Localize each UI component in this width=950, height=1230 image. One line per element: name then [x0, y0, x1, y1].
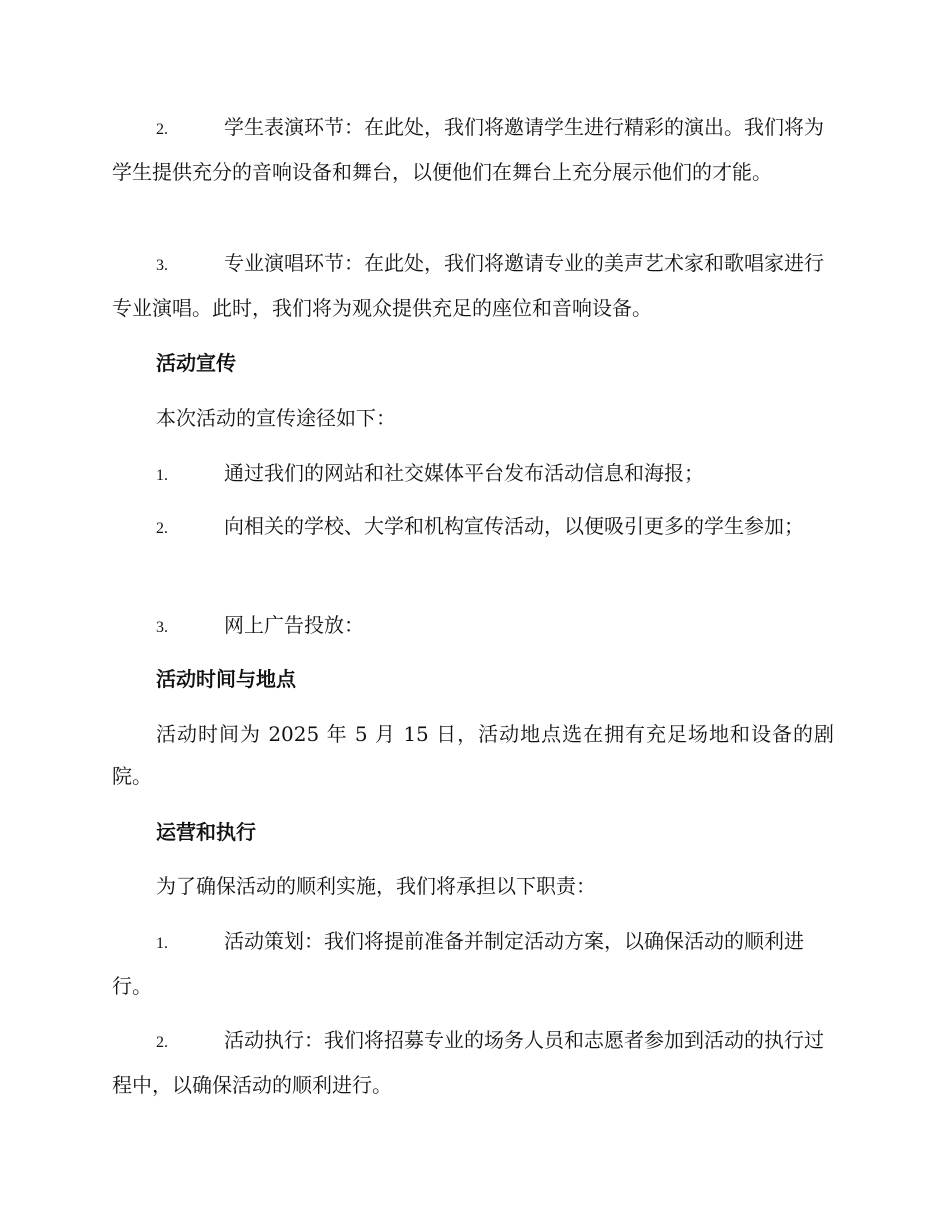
list-item-text: 活动执行：我们将招募专业的场务人员和志愿者参加到活动的执行过程中，以确保活动的顺利进行。: [112, 1028, 824, 1097]
list-item-text: 活动策划：我们将提前准备并制定活动方案，以确保活动的顺利进行。: [112, 929, 804, 998]
list-item: [112, 106, 834, 193]
list-item-text: 向相关的学校、大学和机构宣传活动，以便吸引更多的学生参加；: [224, 514, 804, 538]
list-number: 2.: [156, 121, 168, 138]
list-item-text: 专业演唱环节：在此处，我们将邀请专业的美声艺术家和歌唱家进行专业演唱。此时，我们将为观众提供充足的座位和音响设备。: [112, 251, 824, 320]
list-number: 1.: [156, 467, 168, 484]
list-item: [112, 604, 834, 649]
list-number: 3.: [156, 619, 168, 636]
list-item-text: 通过我们的网站和社交媒体平台发布活动信息和海报；: [224, 461, 704, 485]
list-number: 1.: [156, 935, 168, 952]
list-number: 2.: [156, 520, 168, 537]
promotion-intro: 本次活动的宣传途径如下：: [156, 406, 396, 430]
section-heading-promotion: 活动宣传: [156, 351, 236, 375]
list-item: [112, 920, 834, 1007]
list-item-text: 学生表演环节：在此处，我们将邀请学生进行精彩的演出。我们将为学生提供充分的音响设备和舞台，以便他们在舞台上充分展示他们的才能。: [112, 115, 824, 184]
list-number: 2.: [156, 1034, 168, 1051]
list-item: [112, 242, 834, 329]
list-number: 3.: [156, 257, 168, 274]
time-place-text: 活动时间为 2025 年 5 月 15 日，活动地点选在拥有充足场地和设备的剧院。: [112, 722, 834, 788]
section-heading-time-place: 活动时间与地点: [156, 667, 296, 691]
section-heading-operations: 运营和执行: [156, 820, 256, 844]
list-item-text: 网上广告投放：: [224, 613, 364, 637]
operations-intro: 为了确保活动的顺利实施，我们将承担以下职责：: [156, 874, 596, 898]
list-item: [112, 1019, 834, 1106]
list-item: [112, 505, 834, 550]
list-item: [112, 452, 834, 497]
